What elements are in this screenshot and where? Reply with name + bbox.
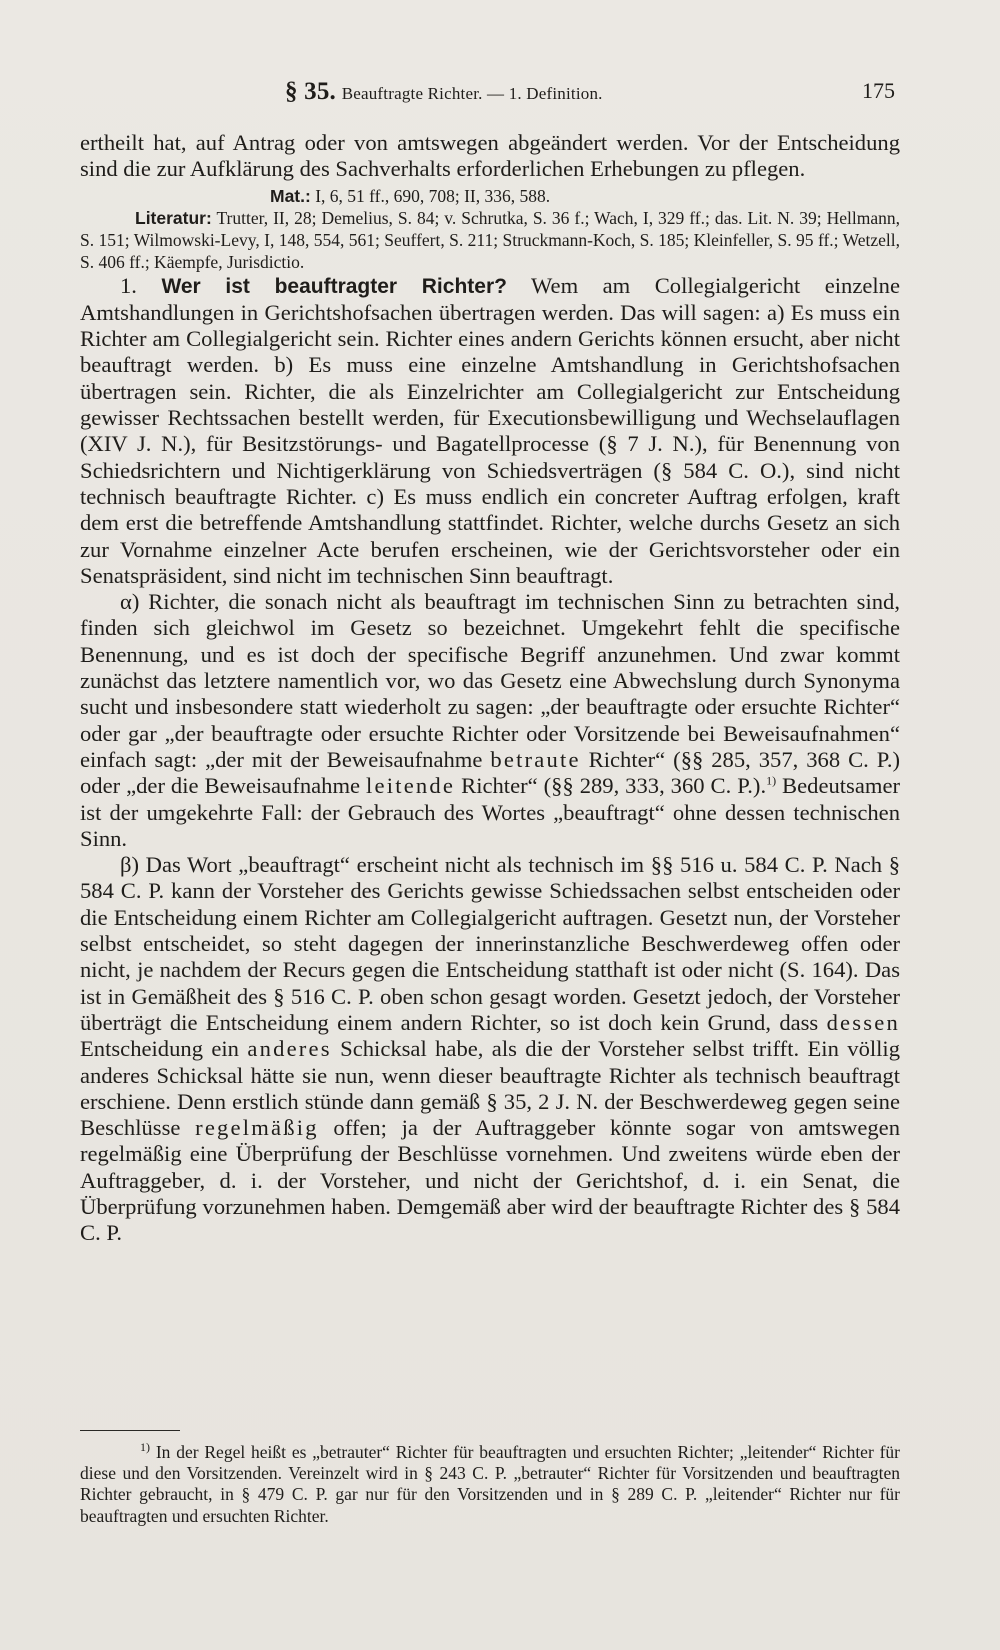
- section-title: Beauftragte Richter. — 1. Definition.: [341, 84, 603, 103]
- footnote-rule: [80, 1430, 180, 1431]
- beta-text-3: Schicksal habe, als die der Vorsteher selbst trifft. Ein völlig anderes Schicksal hätte sie nun, wenn dieser beauftragte Richter als technisch beauftragt erschiene. Denn erstlich stünde dann gemäß § 35, 2 J. N. der Beschwerdeweg gegen seine Beschlüsse: [80, 1036, 900, 1141]
- alpha-text-3: Richter“ (§§ 289, 333, 360 C. P.).: [455, 773, 767, 799]
- literature-label: Literatur:: [135, 207, 212, 228]
- spaced-word: betraute: [490, 746, 581, 772]
- spaced-word: anderes: [247, 1036, 332, 1062]
- alpha-text-2: Richter“ (§§ 285, 357, 368 C. P.) oder „der die Beweisaufnahme: [80, 746, 901, 799]
- definition-question: Wer ist beauftragter Richter?: [161, 274, 507, 298]
- definition-text: Wem am Collegialgericht einzelne Amtshandlungen in Gerichtshofsachen übertragen werden. Das will sagen: a) Es muss ein Richter am Collegialgericht sein. Richter eines andern Gerichts können ersucht, aber nicht beauftragt werden. b) Es muss eine einzelne Amtshandlung in Gerichtshofsachen übertragen sein. Richter, die als Einzelrichter am Collegialgericht zur Entscheidung gewisser Rechtssachen bestellt werden, für Executionsbewilligung und Wechselauflagen (XIV J. N.), für Besitzstörungs- und Bagatellprocesse (§ 7 J. N.), für Benennung von Schiedsrichtern und Nichtigerklärung von Schiedsverträgen (§ 584 C. O.), sind nicht technisch beauftragte Richter. c) Es muss endlich ein concreter Auftrag erfolgen, kraft dem erst die betreffende Amtshandlung stattfindet. Richter, welche durchs Gesetz an sich zur Vornahme einzelner Acte berufen erscheinen, wie der Gerichtsvorsteher oder ein Senatspräsident, sind nicht im technischen Sinn beauftragt.: [80, 272, 901, 588]
- spaced-word: dessen: [826, 1009, 900, 1035]
- literature-paragraph: [80, 207, 900, 273]
- paragraph-alpha: [80, 589, 900, 852]
- materials-line: [80, 185, 900, 207]
- materials-label: Mat.:: [270, 185, 311, 206]
- spaced-word: regelmäßig: [195, 1115, 319, 1141]
- running-title: [285, 78, 603, 106]
- spaced-word: leitende: [366, 773, 456, 799]
- paragraph-number: 1.: [120, 272, 162, 298]
- footnote-marker: 1): [140, 1440, 150, 1455]
- section-number: § 35.: [285, 78, 336, 105]
- intro-paragraph: ertheilt hat, auf Antrag oder von amtswegen abgeändert werden. Vor der Entscheidung sind die zur Aufklärung des Sachverhalts erforderlichen Erhebungen zu pflegen.: [80, 130, 900, 182]
- literature-text: Trutter, II, 28; Demelius, S. 84; v. Schrutka, S. 36 f.; Wach, I, 329 ff.; das. Lit. N. 39; Hellmann, S. 151; Wilmowski-Levy, I, 148, 554, 561; Seuffert, S. 211; Struckmann-Koch, S. 185; Kleinfeller, S. 95 ff.; Wetzell, S. 406 ff.; Käempfe, Jurisdictio.: [80, 207, 900, 272]
- beta-text-2: Entscheidung ein: [80, 1036, 248, 1062]
- beta-text-4: offen; ja der Auftraggeber könnte sogar von amtswegen regelmäßig eine Überprüfung der Beschlüsse vornehmen. Und zweitens würde eben der Auftraggeber, d. i. der Vorsteher, und nicht der Gerichtshof, d. i. ein Senat, die Überprüfung vorzunehmen haben. Demgemäß aber wird der beauftragte Richter des § 584 C. P.: [80, 1115, 900, 1246]
- beta-text-1: β) Das Wort „beauftragt“ erscheint nicht als technisch im §§ 516 u. 584 C. P. Nach § 584 C. P. kann der Vorsteher des Gerichts gewisse Schiedssachen selbst entscheiden oder die Entscheidung einem Richter am Collegialgericht auftragen. Gesetzt nun, der Vorsteher selbst entscheidet, so steht dagegen der innerinstanzliche Beschwerdeweg offen oder nicht, je nachdem der Recurs gegen die Entscheidung statthaft ist oder nicht (S. 164). Das ist in Gemäßheit des § 516 C. P. oben schon gesagt worden. Gesetzt jedoch, der Vorsteher überträgt die Entscheidung einem andern Richter, so ist doch kein Grund, dass: [80, 852, 900, 1035]
- running-header: [80, 78, 895, 110]
- alpha-text-1: α) Richter, die sonach nicht als beauftragt im technischen Sinn zu betrachten sind, finden sich gleichwol im Gesetz so bezeichnet. Umgekehrt fehlt die specifische Benennung, und es ist doch der specifische Begriff anzunehmen. Und zwar kommt zunächst das letztere namentlich vor, wo das Gesetz eine Abwechslung durch Synonyma sucht und insbesondere statt wiederholt zu sagen: „der beauftragte oder ersuchte Richter“ oder gar „der beauftragte oder ersuchte Richter oder Vorsitzende bei Beweisaufnahmen“ einfach sagt: „der mit der Beweisaufnahme: [80, 589, 900, 772]
- footnote-text: In der Regel heißt es „betrauter“ Richter für beauftragten und ersuchten Richter; „leitender“ Richter für diese und den Vorsitzenden. Vereinzelt wird in § 243 C. P. „betrauter“ Richter für Vorsitzenden und beauftragten Richter gebraucht, in § 479 C. P. gar nur für den Vorsitzenden und in § 289 C. P. „leitender“ Richter nur für beauftragten und ersuchten Richter.: [80, 1442, 900, 1526]
- main-text: [80, 130, 900, 1247]
- footnote-reference[interactable]: 1): [766, 773, 777, 788]
- paragraph-beta: [80, 852, 900, 1246]
- page-number: 175: [862, 78, 895, 103]
- alpha-text-4: Bedeutsamer ist der umgekehrte Fall: der Gebrauch des Wortes „beauftragt“ ohne dessen technischen Sinn.: [80, 773, 900, 851]
- materials-text: I, 6, 51 ff., 690, 708; II, 336, 588.: [310, 185, 551, 206]
- paragraph-definition: [80, 273, 900, 590]
- footnote: [80, 1442, 900, 1527]
